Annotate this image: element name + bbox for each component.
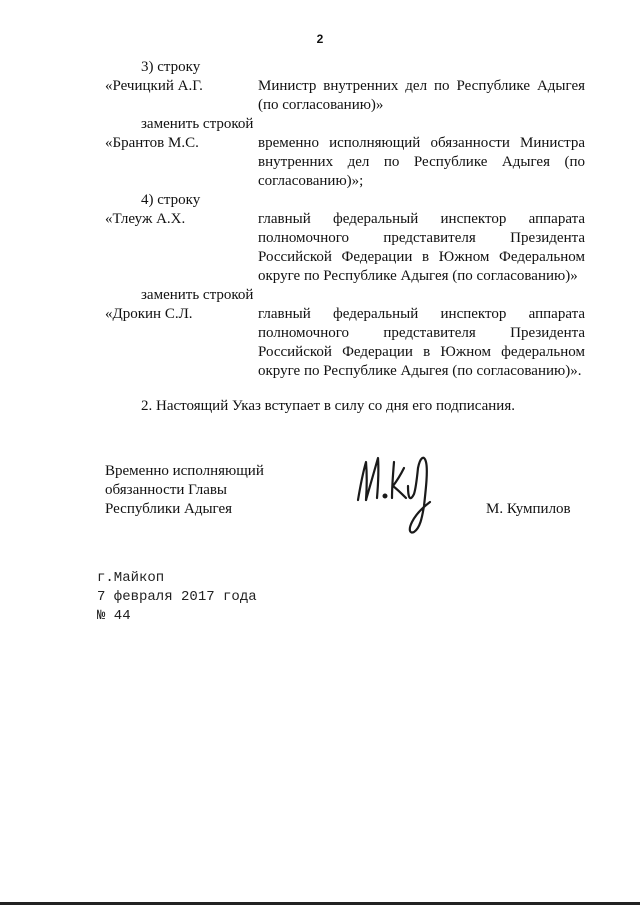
signature-block: [105, 462, 585, 542]
document-footer: [97, 569, 257, 626]
replace-label: заменить строкой: [141, 116, 254, 132]
issue-city: г.Майкоп: [97, 570, 165, 586]
entry-name: «Брантов М.С.: [105, 135, 199, 151]
entry-name: «Дрокин С.Л.: [105, 306, 193, 322]
old-entry-row: [105, 77, 585, 115]
page-number: 2: [316, 32, 324, 46]
item-label: 4) строку: [141, 192, 201, 208]
amendments-section: [105, 58, 585, 416]
point-2-paragraph: 2. Настоящий Указ вступает в силу со дня его подписания.: [141, 398, 515, 414]
signatory-title-line: Временно исполняющий: [105, 463, 264, 479]
issue-date: 7 февраля 2017 года: [97, 589, 257, 605]
signatory-title-line: обязанности Главы: [105, 482, 228, 498]
entry-description: главный федеральный инспектор аппарата полномочного представителя Президента Российской Федерации в Южном Федеральном округе по Республике Адыгея (по согласованию)»: [258, 211, 585, 284]
entry-name: «Тлеуж А.Х.: [105, 211, 186, 227]
entry-description: Министр внутренних дел по Республике Адыгея (по согласованию)»: [258, 78, 585, 113]
replace-label: заменить строкой: [141, 287, 254, 303]
old-entry-row: [105, 210, 585, 286]
entry-description: главный федеральный инспектор аппарата полномочного представителя Президента Российской Федерации в Южном федеральном округе по Республике Адыгея (по согласованию)».: [258, 306, 585, 379]
document-number: № 44: [97, 608, 131, 624]
signatory-title-line: Республики Адыгея: [105, 501, 233, 517]
new-entry-row: [105, 305, 585, 381]
entry-name: «Речицкий А.Г.: [105, 78, 203, 94]
entry-description: временно исполняющий обязанности Министра внутренних дел по Республике Адыгея (по согласованию)»;: [258, 135, 585, 189]
signatory-name: М. Кумпилов: [486, 501, 571, 517]
item-label: 3) строку: [141, 59, 201, 75]
handwritten-signature-icon: [348, 448, 443, 543]
signatory-title: [105, 462, 325, 519]
new-entry-row: [105, 134, 585, 191]
